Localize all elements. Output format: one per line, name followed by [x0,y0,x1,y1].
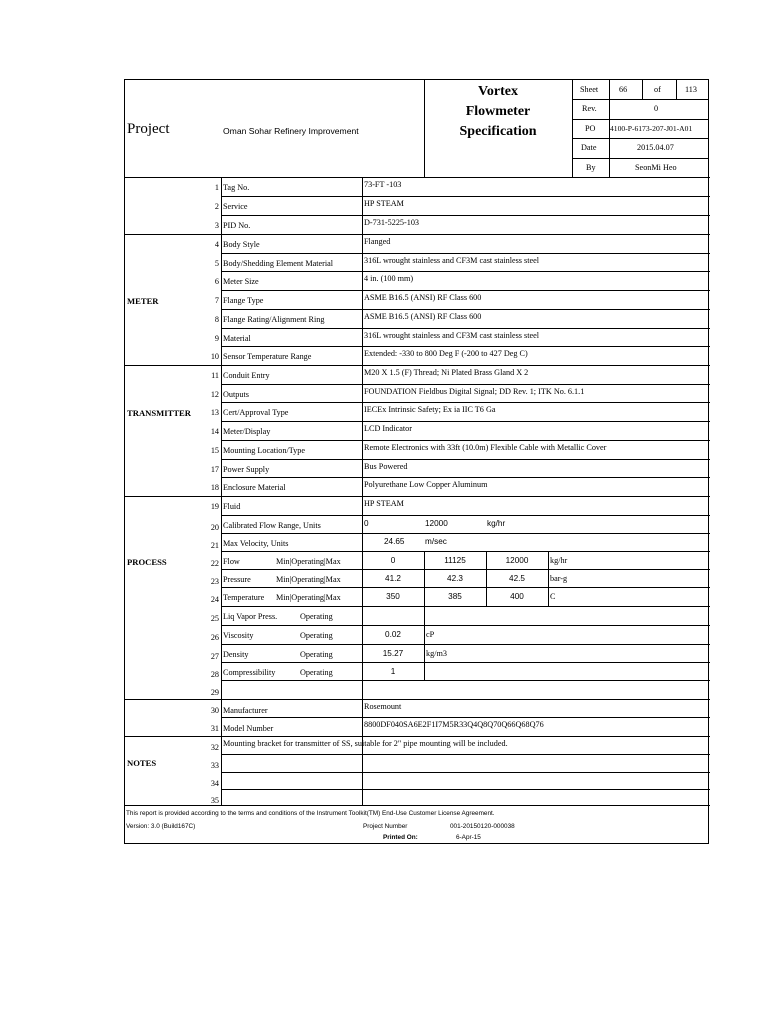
row-label: Power Supply [223,465,270,474]
row-number: 30 [210,706,219,715]
row-number: 34 [210,779,219,788]
row-number: 29 [210,688,219,697]
row-label: Flange Type [223,296,264,305]
row-number: 33 [210,761,219,770]
row-number: 17 [210,465,219,474]
printed-on-label: Printed On: [383,834,418,841]
row-label: Conduit Entry [223,371,270,380]
license-text: This report is provided according to the terms and conditions of the Instrument Toolkit(TM) End-Use Customer License Agreement. [126,810,495,817]
project-name: Oman Sohar Refinery Improvement [223,126,359,136]
sheet-total: 113 [685,85,697,94]
row-label: Outputs [223,390,249,399]
row-number: 1 [214,183,219,192]
row-value: FOUNDATION Fieldbus Digital Signal; DD Rev. 1; ITK No. 6.1.1 [364,387,585,396]
row-number: 31 [210,724,219,733]
max-velocity-value: 24.65 [384,537,405,546]
row-label: Density [223,650,249,659]
calibrated-max: 12000 [425,519,448,528]
pressure-min-op-max-label: Min|Operating|Max [276,575,341,584]
temperature-min-op-max-label: Min|Operating|Max [276,593,341,602]
title-line-3: Specification [459,124,537,139]
flow-unit: kg/hr [550,556,568,565]
row-number: 8 [214,315,219,324]
rev-label: Rev. [582,104,597,113]
row-number: 26 [210,633,219,642]
row-value: IECEx Intrinsic Safety; Ex ia IIC T6 Ga [364,405,496,414]
pressure-operating: 42.3 [447,574,463,583]
row-number: 15 [210,446,219,455]
row-number: 3 [214,221,219,230]
title-line-2: Flowmeter [465,104,531,119]
po-value: 4100-P-6173-207-J01-A01 [610,124,693,133]
row-value: 316L wrought stainless and CF3M cast stainless steel [364,256,540,265]
row-number: 28 [210,670,219,679]
row-label: Liq Vapor Press. [223,612,278,621]
row-number: 10 [210,352,219,361]
row-value: Rosemount [364,702,402,711]
section-notes: NOTES [127,758,157,768]
pressure-unit: bar-g [550,574,568,583]
row-number: 13 [210,408,219,417]
row-number: 32 [210,743,219,752]
row-label: Compressibility [223,668,276,677]
row-label: Viscosity [223,631,254,640]
row-value: Polyurethane Low Copper Aluminum [364,480,488,489]
version-text: Version: 3.0 (Build167C) [126,823,196,830]
row-value: ASME B16.5 (ANSI) RF Class 600 [364,293,482,302]
viscosity-unit: cP [426,630,435,639]
row-number: 14 [210,427,219,436]
row-value: Extended: -330 to 800 Deg F (-200 to 427 Deg C) [364,349,528,358]
date-value: 2015.04.07 [637,143,674,152]
by-label: By [586,163,596,172]
title-line-1: Vortex [478,84,518,99]
row-number: 9 [214,334,219,343]
temperature-unit: C [550,592,556,601]
row-label: Body Style [223,240,260,249]
row-label: Body/Shedding Element Material [223,259,334,268]
row-value: D-731-5225-103 [364,218,420,227]
compress-operating-label: Operating [300,668,333,677]
row-value: 73-FT -103 [364,180,402,189]
row-number: 4 [214,240,219,249]
date-label: Date [581,143,597,152]
row-number: 22 [210,559,219,568]
row-number: 25 [210,614,219,623]
liq-operating-label: Operating [300,612,333,621]
density-unit: kg/m3 [426,649,447,658]
row-value: 4 in. (100 mm) [364,274,414,283]
rev-value: 0 [654,104,659,113]
pressure-max: 42.5 [509,574,525,583]
row-value: Bus Powered [364,462,408,471]
document-title [424,82,572,142]
row-label: Max Velocity, Units [223,539,289,548]
row-label: Service [223,202,248,211]
density-value: 15.27 [382,649,404,658]
row-label: Pressure [223,575,251,584]
density-operating-label: Operating [300,650,333,659]
sheet-label: Sheet [580,85,599,94]
section-meter: METER [127,296,159,306]
row-number: 11 [211,371,219,380]
row-number: 24 [210,595,219,604]
sheet-number: 66 [619,85,628,94]
temperature-operating: 385 [448,592,462,601]
row-value: LCD Indicator [364,424,412,433]
row-label: Fluid [223,502,241,511]
row-label: Sensor Temperature Range [223,352,312,361]
calibrated-min: 0 [364,519,369,528]
viscosity-value: 0.02 [385,630,401,639]
row-label: Meter Size [223,277,259,286]
row-label: Temperature [223,593,265,602]
row-label: Calibrated Flow Range, Units [223,521,321,530]
row-value: HP STEAM [364,499,404,508]
flow-max: 12000 [505,556,529,565]
row-number: 12 [210,390,219,399]
po-label: PO [585,124,596,133]
project-label: Project [127,121,170,137]
printed-on-value: 6-Apr-15 [456,834,481,841]
of-label: of [654,85,661,94]
row-value: 316L wrought stainless and CF3M cast stainless steel [364,331,540,340]
project-number-label: Project Number [363,823,408,830]
row-number: 18 [210,483,219,492]
row-label: PID No. [223,221,251,230]
compress-value: 1 [390,667,396,676]
pressure-min: 41.2 [385,574,401,583]
calibrated-unit: kg/hr [487,519,506,528]
row-number: 35 [210,796,219,805]
flow-min: 0 [390,556,396,565]
row-label: Flange Rating/Alignment Ring [223,315,325,324]
row-number: 19 [210,502,219,511]
row-number: 20 [210,523,219,532]
row-label: Mounting Location/Type [223,446,305,455]
row-value: HP STEAM [364,199,404,208]
row-label: Meter/Display [223,427,271,436]
row-number: 6 [214,277,219,286]
row-label: Cert/Approval Type [223,408,289,417]
row-value: Flanged [364,237,391,246]
row-value: ASME B16.5 (ANSI) RF Class 600 [364,312,482,321]
row-number: 27 [210,652,219,661]
by-value: SeonMi Heo [635,163,677,172]
row-number: 7 [214,296,219,305]
row-label: Flow [223,557,240,566]
row-number: 23 [210,577,219,586]
row-label: Enclosure Material [223,483,286,492]
project-number-value: 001-20150120-000038 [450,823,515,830]
max-velocity-unit: m/sec [425,537,447,546]
spec-sheet [124,79,709,844]
row-value: 8800DF040SA6E2F1I7M5R33Q4Q8Q70Q66Q68Q76 [364,720,544,729]
row-value: M20 X 1.5 (F) Thread; Ni Plated Brass Gland X 2 [364,368,529,377]
row-label: Material [223,334,251,343]
row-number: 2 [214,202,219,211]
section-process: PROCESS [127,557,167,567]
flow-min-op-max-label: Min|Operating|Max [276,557,341,566]
temperature-max: 400 [510,592,524,601]
note-text: Mounting bracket for transmitter of SS, suitable for 2" pipe mounting will be included. [223,739,508,748]
temperature-min: 350 [386,592,400,601]
row-value: Remote Electronics with 33ft (10.0m) Flexible Cable with Metallic Cover [364,443,607,452]
section-transmitter: TRANSMITTER [127,408,191,418]
row-number: 5 [214,259,219,268]
row-label: Model Number [223,724,274,733]
row-number: 21 [210,541,219,550]
flow-operating: 11125 [444,556,466,565]
row-label: Tag No. [223,183,250,192]
viscosity-operating-label: Operating [300,631,333,640]
row-label: Manufacturer [223,706,268,715]
